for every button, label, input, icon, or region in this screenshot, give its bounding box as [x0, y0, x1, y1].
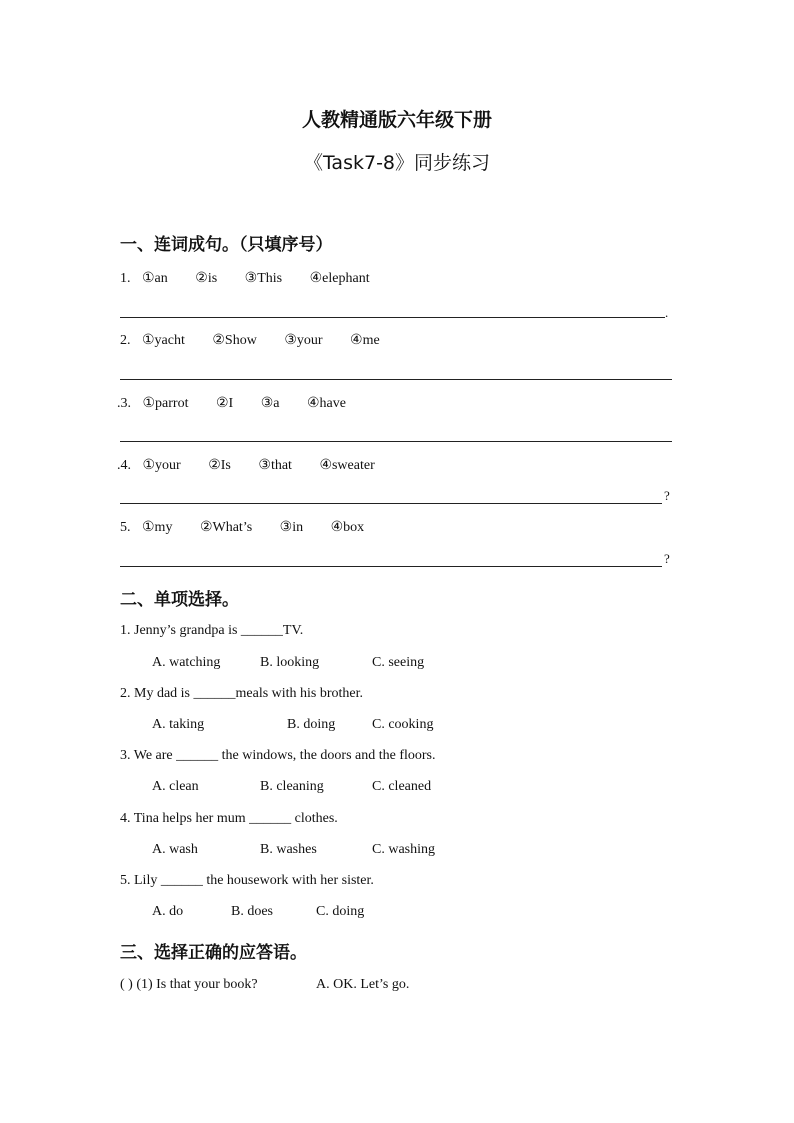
s3-item-1-answer: A. OK. Let’s go. — [316, 977, 410, 992]
s1-item-3-number: .3. — [117, 396, 131, 411]
s2-q4-choice-b[interactable]: B. washes — [260, 842, 317, 857]
s1-item-5-number: 5. — [120, 520, 131, 535]
s1-item-5 — [120, 519, 364, 536]
s2-q2-choice-c[interactable]: C. cooking — [372, 717, 434, 732]
s2-choices-5 — [152, 904, 364, 920]
s1-item-2-answer-line[interactable] — [120, 379, 672, 380]
s3-item-1-question: ( ) (1) Is that your book? — [120, 977, 258, 992]
s1-item-2-option-4: ④me — [350, 333, 380, 348]
s1-item-4-option-1: ①your — [142, 458, 181, 473]
s1-item-2-option-1: ①yacht — [142, 333, 185, 348]
s1-item-1-option-1: ①an — [142, 271, 168, 286]
worksheet-title: 人教精通版六年级下册 — [301, 109, 492, 131]
section-2-heading: 二、单项选择。 — [120, 590, 239, 610]
s2-q1-choice-b[interactable]: B. looking — [260, 655, 320, 670]
s1-item-5-answer-line[interactable] — [120, 566, 662, 567]
s2-q5-choice-c[interactable]: C. doing — [316, 904, 365, 919]
s2-q2-choice-a[interactable]: A. taking — [152, 717, 205, 732]
s1-item-4-option-4: ④sweater — [319, 458, 375, 473]
s2-q1-choice-a[interactable]: A. watching — [152, 655, 221, 670]
s1-item-5-option-2: ②What’s — [199, 520, 253, 535]
s1-item-1-option-4: ④elephant — [309, 271, 370, 286]
s1-item-1-option-3: ③This — [244, 271, 283, 286]
s1-item-2 — [120, 332, 380, 349]
s2-q2-choice-b[interactable]: B. doing — [287, 717, 336, 732]
s2-q5-choice-a[interactable]: A. do — [152, 904, 184, 919]
worksheet-subtitle: 《Task7-8》同步练习 — [303, 152, 491, 174]
s1-item-5-option-3: ③in — [279, 520, 304, 535]
s1-item-3-answer-line[interactable] — [120, 441, 672, 442]
s2-q3-choice-c[interactable]: C. cleaned — [372, 779, 432, 794]
s1-item-1 — [120, 270, 370, 287]
s1-item-3-option-1: ①parrot — [142, 396, 189, 411]
s2-question-3: 3. We are ______ the windows, the doors and the floors. — [120, 748, 436, 763]
section-3-heading: 三、选择正确的应答语。 — [120, 943, 307, 963]
s2-question-2: 2. My dad is ______meals with his brother. — [120, 686, 364, 701]
s2-q5-choice-b[interactable]: B. does — [231, 904, 273, 919]
s1-item-4-answer-line[interactable] — [120, 503, 662, 504]
s2-question-5: 5. Lily ______ the housework with her sister. — [120, 873, 374, 888]
s2-q3-choice-b[interactable]: B. cleaning — [260, 779, 324, 794]
s2-q4-choice-c[interactable]: C. washing — [372, 842, 435, 857]
section-1-heading: 一、连词成句。（只填序号） — [120, 235, 333, 255]
s1-item-2-option-2: ②Show — [212, 333, 257, 348]
s2-q3-choice-a[interactable]: A. clean — [152, 779, 199, 794]
s1-item-1-option-2: ②is — [195, 271, 218, 286]
s2-q1-choice-c[interactable]: C. seeing — [372, 655, 425, 670]
s1-item-4-option-3: ③that — [258, 458, 292, 473]
s1-item-4-number: .4. — [117, 458, 131, 473]
s1-item-1-answer-line[interactable] — [120, 317, 665, 318]
s1-item-4-end-mark: ? — [664, 488, 670, 503]
s2-choices-3 — [152, 779, 431, 795]
s1-item-3 — [117, 395, 346, 412]
s2-question-1: 1. Jenny’s grandpa is ______TV. — [120, 623, 304, 638]
s1-item-5-end-mark: ? — [664, 551, 670, 566]
s1-item-5-option-1: ①my — [142, 520, 173, 535]
s1-item-2-number: 2. — [120, 333, 131, 348]
s1-item-1-number: 1. — [120, 271, 131, 286]
s2-choices-1 — [152, 655, 424, 671]
s2-choices-2 — [152, 717, 433, 733]
s1-item-5-option-4: ④box — [330, 520, 365, 535]
s2-choices-4 — [152, 842, 435, 858]
s1-item-2-option-3: ③your — [284, 333, 323, 348]
s1-item-4-option-2: ②Is — [208, 458, 231, 473]
s3-item-1 — [120, 977, 409, 993]
s1-item-4 — [117, 457, 375, 474]
s1-item-3-option-3: ③a — [260, 396, 280, 411]
s2-question-4: 4. Tina helps her mum ______ clothes. — [120, 811, 338, 826]
s1-item-3-option-4: ④have — [306, 396, 346, 411]
s1-item-1-end-mark: . — [665, 305, 669, 320]
s2-q4-choice-a[interactable]: A. wash — [152, 842, 198, 857]
s1-item-3-option-2: ②I — [215, 396, 234, 411]
